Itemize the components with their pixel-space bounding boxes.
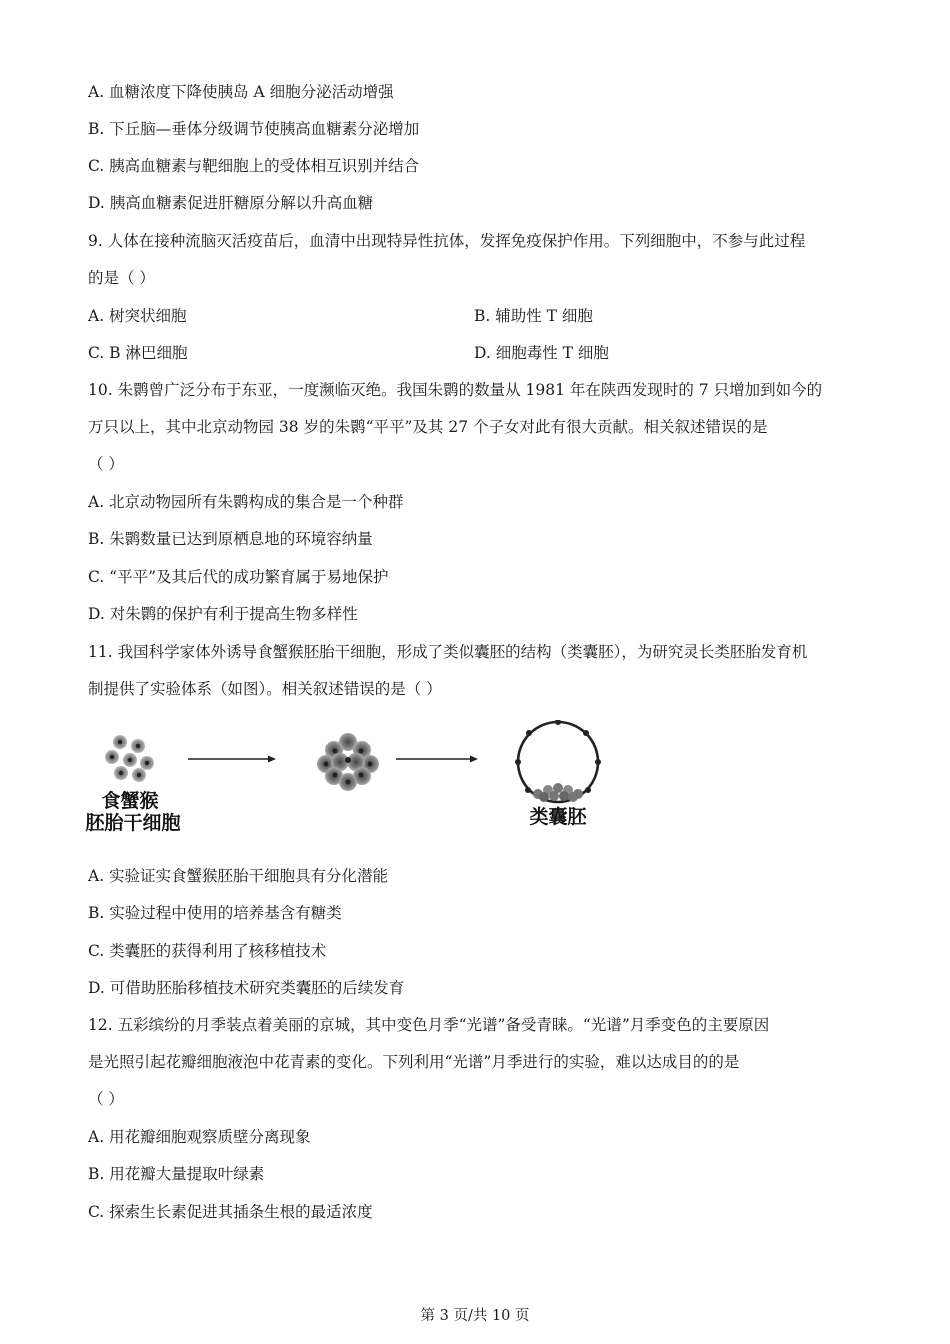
q11-option-c: C. 类囊胚的获得利用了核移植技术 xyxy=(88,942,327,960)
q11-option-d: D. 可借助胚胎移植技术研究类囊胚的后续发育 xyxy=(88,979,405,997)
arrow-right-icon xyxy=(396,756,478,763)
arrow-right-icon xyxy=(188,756,276,763)
figure-label-blastoid: 类囊胚 xyxy=(529,806,587,828)
q10-option-b: B. 朱鹮数量已达到原栖息地的环境容纳量 xyxy=(88,530,373,548)
blastoid-icon xyxy=(515,720,601,802)
q8-option-a: A. 血糖浓度下降使胰岛 A 细胞分泌活动增强 xyxy=(88,83,394,101)
q12-stem-line2: 是光照引起花瓣细胞液泡中花青素的变化。下列利用“光谱”月季进行的实验，难以达成目的的是 xyxy=(88,1053,740,1071)
q8-option-c: C. 胰高血糖素与靶细胞上的受体相互识别并结合 xyxy=(88,157,420,175)
q10-stem-line2: 万只以上，其中北京动物园 38 岁的朱鹮“平平”及其 27 个子女对此有很大贡献。相关叙述错误的是 xyxy=(88,418,768,436)
q10-option-c: C. “平平”及其后代的成功繁育属于易地保护 xyxy=(88,568,389,586)
q9-option-a: A. 树突状细胞 xyxy=(88,307,187,325)
q9-stem-line2: 的是（ ） xyxy=(88,269,155,287)
figure-label-stem-cells-line1: 食蟹猴 xyxy=(101,790,159,812)
q9-option-c: C. B 淋巴细胞 xyxy=(88,344,188,362)
q12-stem-line3: （ ） xyxy=(88,1090,124,1108)
q9-option-d: D. 细胞毒性 T 细胞 xyxy=(474,344,609,362)
q10-stem-line3: （ ） xyxy=(88,455,124,473)
q12-stem-line1: 12. 五彩缤纷的月季装点着美丽的京城，其中变色月季“光谱”备受青睐。“光谱”月季变色的主要原因 xyxy=(88,1016,770,1034)
page-number: 第 3 页/共 10 页 xyxy=(420,1308,530,1324)
q9-stem-line1: 9. 人体在接种流脑灭活疫苗后，血清中出现特异性抗体，发挥免疫保护作用。下列细胞中，不参与此过程 xyxy=(88,232,806,250)
q11-stem-line2: 制提供了实验体系（如图）。相关叙述错误的是（ ） xyxy=(88,680,442,698)
q12-option-a: A. 用花瓣细胞观察质壁分离现象 xyxy=(88,1128,311,1146)
q8-option-b: B. 下丘脑—垂体分级调节使胰高血糖素分泌增加 xyxy=(88,120,420,138)
q8-option-d: D. 胰高血糖素促进肝糖原分解以升高血糖 xyxy=(88,194,374,212)
embryo-figure xyxy=(85,720,648,840)
q11-stem-line1: 11. 我国科学家体外诱导食蟹猴胚胎干细胞，形成了类似囊胚的结构（类囊胚），为研究灵长类胚胎发育机 xyxy=(88,643,808,661)
q9-option-b: B. 辅助性 T 细胞 xyxy=(474,307,593,325)
q12-option-c: C. 探索生长素促进其插条生根的最适浓度 xyxy=(88,1203,373,1221)
q10-stem-line1: 10. 朱鹮曾广泛分布于东亚，一度濒临灭绝。我国朱鹮的数量从 1981 年在陕西发现时的 7 只增加到如今的 xyxy=(88,381,823,399)
q11-option-b: B. 实验过程中使用的培养基含有糖类 xyxy=(88,904,342,922)
q12-option-b: B. 用花瓣大量提取叶绿素 xyxy=(88,1165,265,1183)
cell-cluster-icon xyxy=(317,733,379,791)
q11-option-a: A. 实验证实食蟹猴胚胎干细胞具有分化潜能 xyxy=(88,867,389,885)
figure-label-stem-cells xyxy=(85,790,181,834)
q10-option-a: A. 北京动物园所有朱鹮构成的集合是一个种群 xyxy=(88,493,404,511)
q10-option-d: D. 对朱鹮的保护有利于提高生物多样性 xyxy=(88,605,358,623)
figure-label-stem-cells-line2: 胚胎干细胞 xyxy=(85,812,181,834)
stem-cells-icon xyxy=(105,735,154,782)
